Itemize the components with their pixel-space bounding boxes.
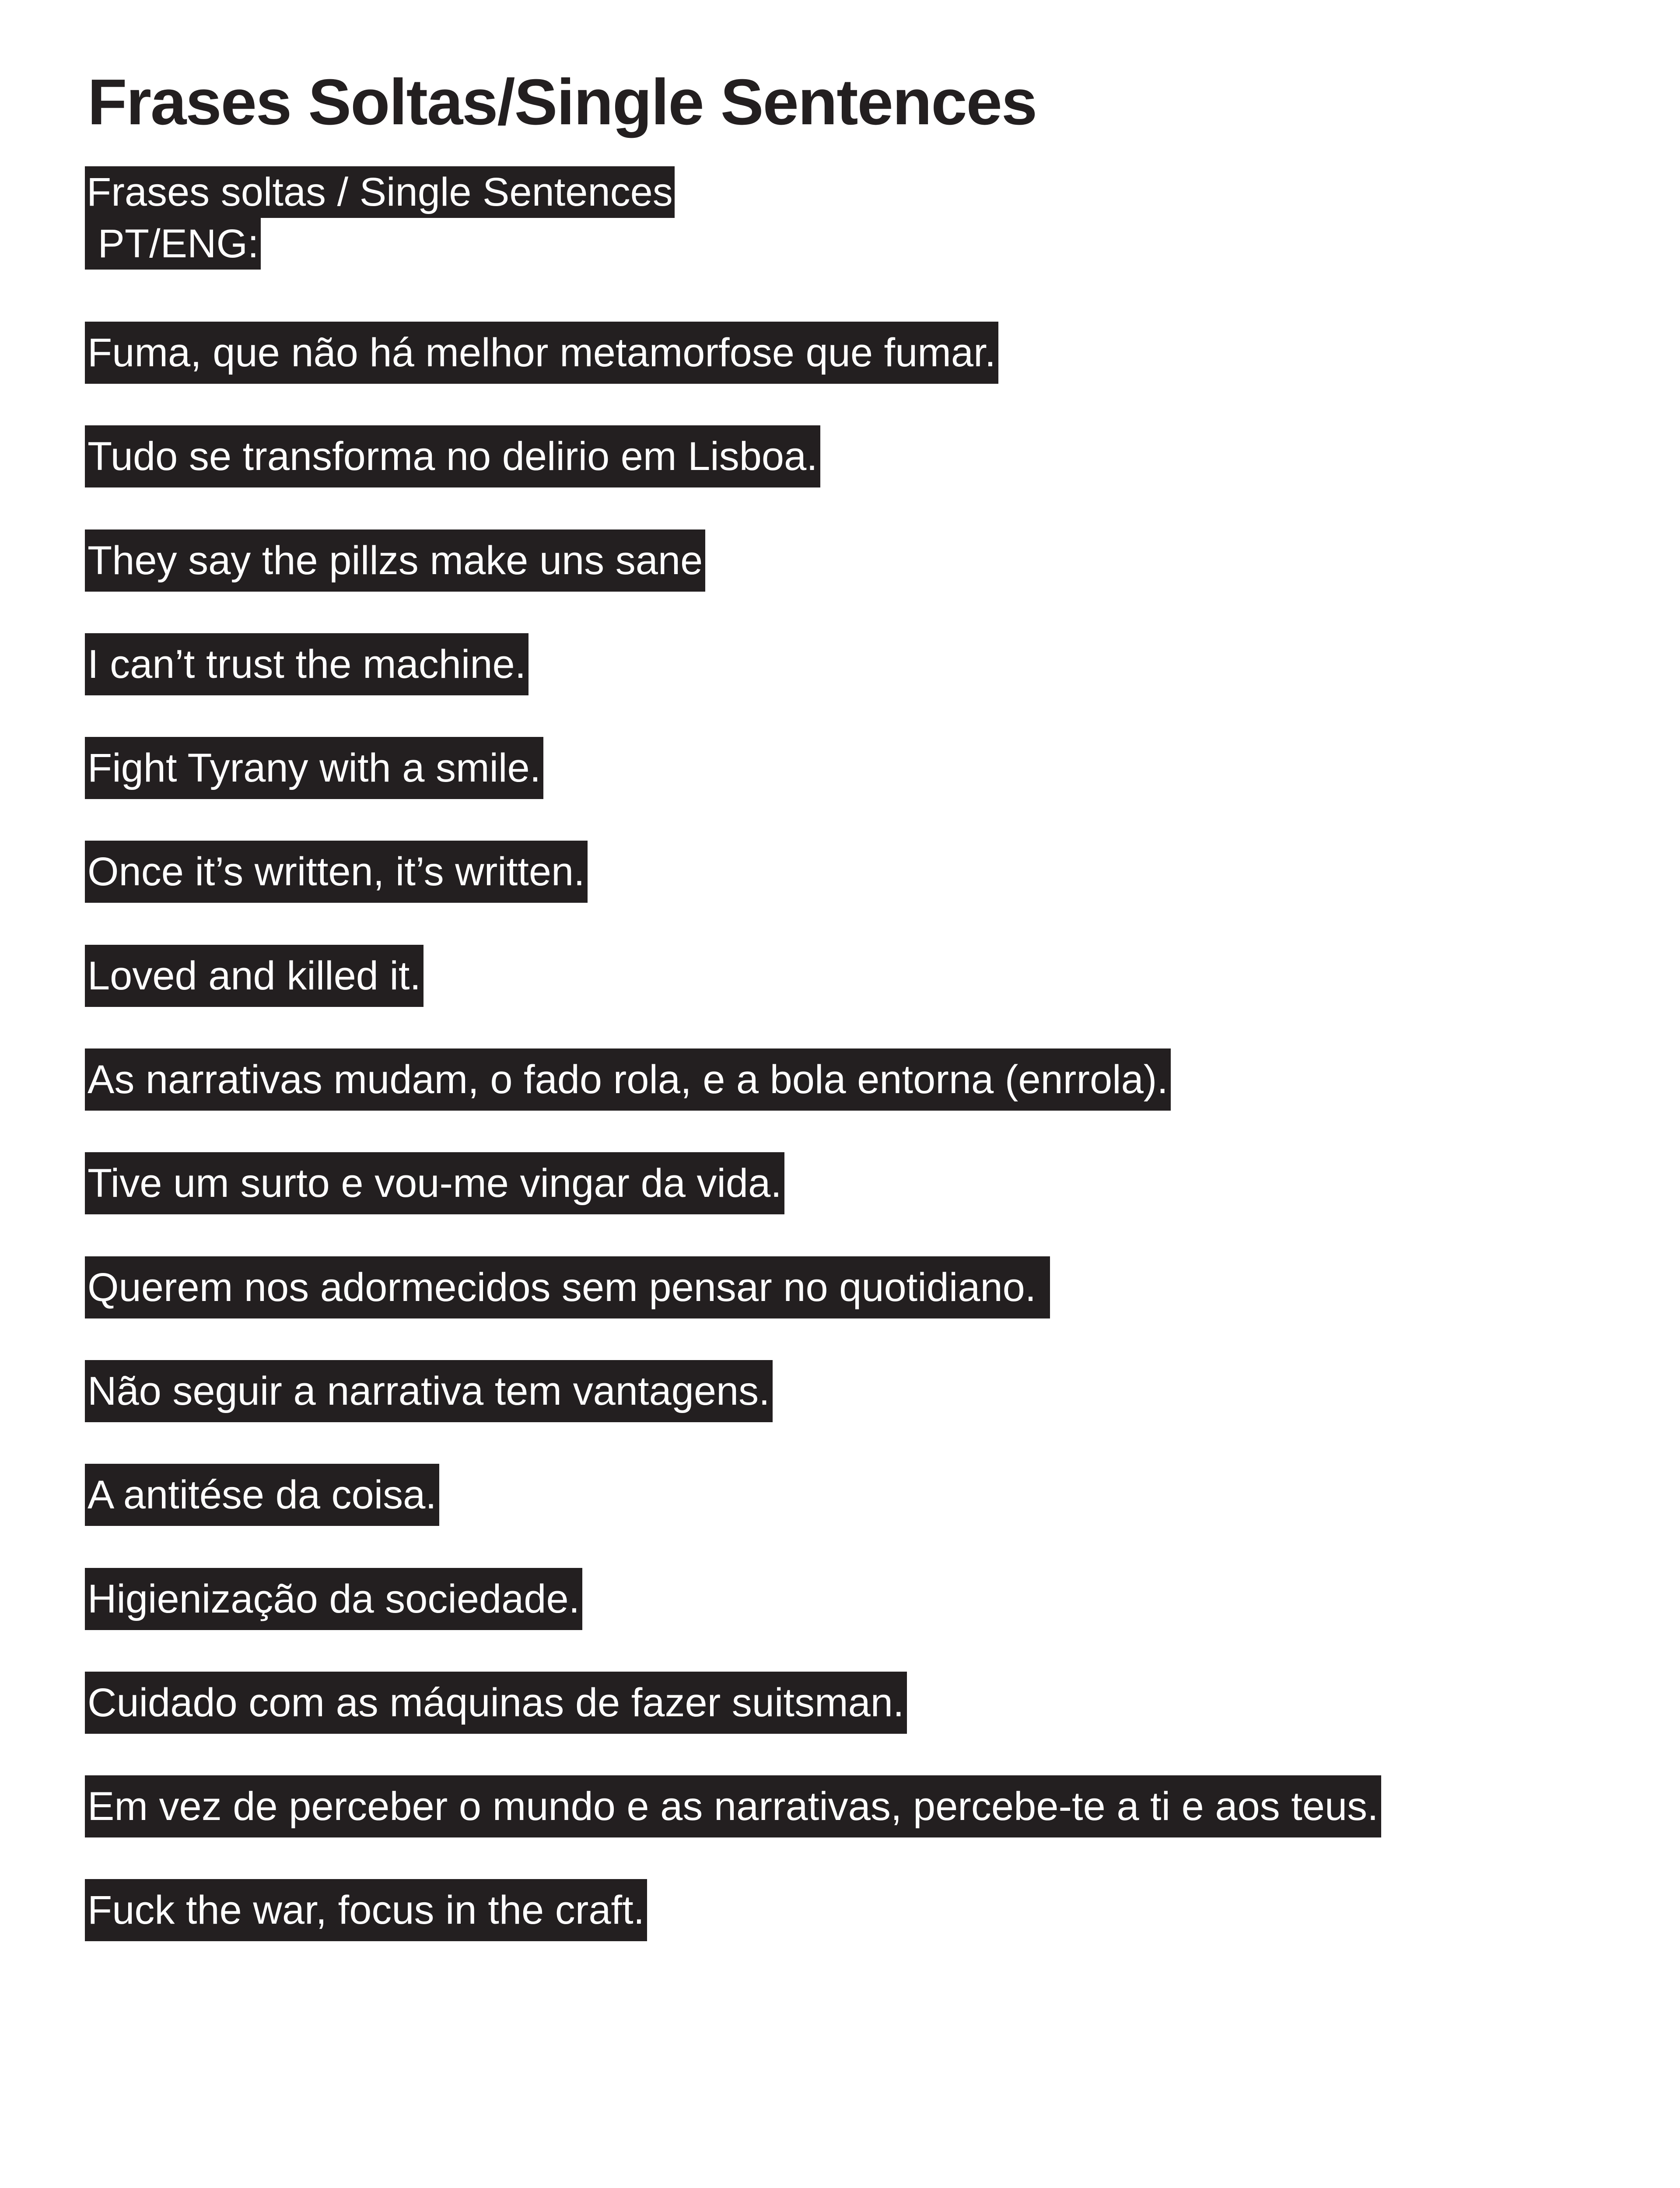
sentence-text: Fight Tyrany with a smile. [85,737,543,799]
list-item [85,1152,1616,1256]
intro-block [85,166,1572,270]
sentence-text: Once it’s written, it’s written. [85,841,588,903]
sentence-text: A antitése da coisa. [85,1464,439,1526]
sentence-text: Loved and killed it. [85,945,424,1007]
list-item [85,425,1616,529]
list-item [85,945,1616,1048]
page-title: Frases Soltas/Single Sentences [88,66,1037,138]
sentence-text: As narrativas mudam, o fado rola, e a bola entorna (enrrola). [85,1048,1171,1111]
list-item [85,1360,1616,1464]
sentence-text: Higienização da sociedade. [85,1568,582,1630]
list-item [85,1568,1616,1672]
sentence-text: Tive um surto e vou-me vingar da vida. [85,1152,784,1214]
sentence-text: Cuidado com as máquinas de fazer suitsman. [85,1672,907,1734]
list-item [85,841,1616,944]
sentence-text: Não seguir a narrativa tem vantagens. [85,1360,773,1422]
list-item [85,1464,1616,1567]
list-item [85,1775,1616,1879]
list-item [85,1672,1616,1775]
sentence-text: Fuma, que não há melhor metamorfose que fumar. [85,322,998,384]
language-label: PT/ENG: [85,218,261,270]
sentence-text: Querem nos adormecidos sem pensar no quotidiano. [85,1256,1050,1318]
sentence-text: Tudo se transforma no delirio em Lisboa. [85,425,820,487]
intro-heading: Frases soltas / Single Sentences [85,166,675,218]
list-item [85,529,1616,633]
list-item [85,1256,1616,1360]
list-item [85,1879,1616,1983]
sentence-text: Em vez de perceber o mundo e as narrativas, percebe-te a ti e aos teus. [85,1775,1381,1837]
list-item [85,322,1616,425]
sentence-text: I can’t trust the machine. [85,633,528,695]
list-item [85,737,1616,841]
sentence-text: Fuck the war, focus in the craft. [85,1879,647,1941]
sentence-text: They say the pillzs make uns sane [85,529,705,592]
list-item [85,1048,1616,1152]
sentence-list [85,322,1616,1983]
list-item [85,633,1616,737]
